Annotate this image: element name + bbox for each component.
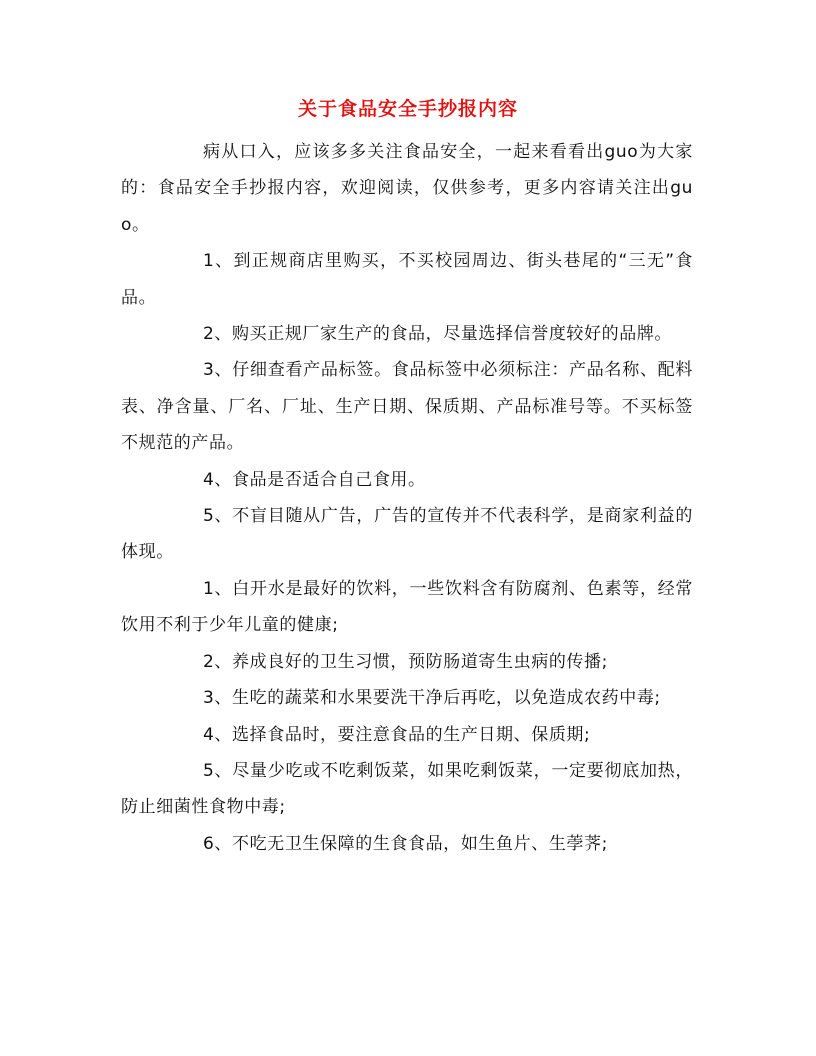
paragraph-intro: 病从口入，应该多多关注食品安全，一起来看看出guo为大家的：食品安全手抄报内容，欢迎阅读，仅供参考，更多内容请关注出guo。 xyxy=(121,142,693,235)
paragraph-buy-item-1: 1、到正规商店里购买，不买校园周边、街头巷尾的“三无”食品。 xyxy=(121,251,693,308)
paragraph-buy-item-2: 2、购买正规厂家生产的食品，尽量选择信誉度较好的品牌。 xyxy=(203,324,673,345)
paragraph-buy-item-3: 3、仔细查看产品标签。食品标签中必须标注：产品名称、配料表、净含量、厂名、厂址、生产日期、保质期、产品标准号等。不买标签不规范的产品。 xyxy=(121,360,693,454)
paragraph-tip-item-5: 5、尽量少吃或不吃剩饭菜，如果吃剩饭菜，一定要彻底加热，防止细菌性食物中毒; xyxy=(121,760,693,818)
paragraph-tip-item-3: 3、生吃的蔬菜和水果要洗干净后再吃，以免造成农药中毒; xyxy=(203,688,661,709)
paragraph-tip-item-6: 6、不吃无卫生保障的生食食品，如生鱼片、生荸荠; xyxy=(203,833,608,854)
paragraph-tip-item-1: 1、白开水是最好的饮料，一些饮料含有防腐剂、色素等，经常饮用不利于少年儿童的健康; xyxy=(121,578,693,636)
paragraph-buy-item-4: 4、食品是否适合自己食用。 xyxy=(203,469,426,490)
document-body xyxy=(121,134,693,862)
paragraph-buy-item-5: 5、不盲目随从广告，广告的宣传并不代表科学，是商家利益的体现。 xyxy=(121,506,693,563)
paragraph-tip-item-4: 4、选择食品时，要注意食品的生产日期、保质期; xyxy=(203,724,591,745)
document-title: 关于食品安全手抄报内容 xyxy=(297,98,518,120)
paragraph-tip-item-2: 2、养成良好的卫生习惯，预防肠道寄生虫病的传播; xyxy=(203,651,608,672)
